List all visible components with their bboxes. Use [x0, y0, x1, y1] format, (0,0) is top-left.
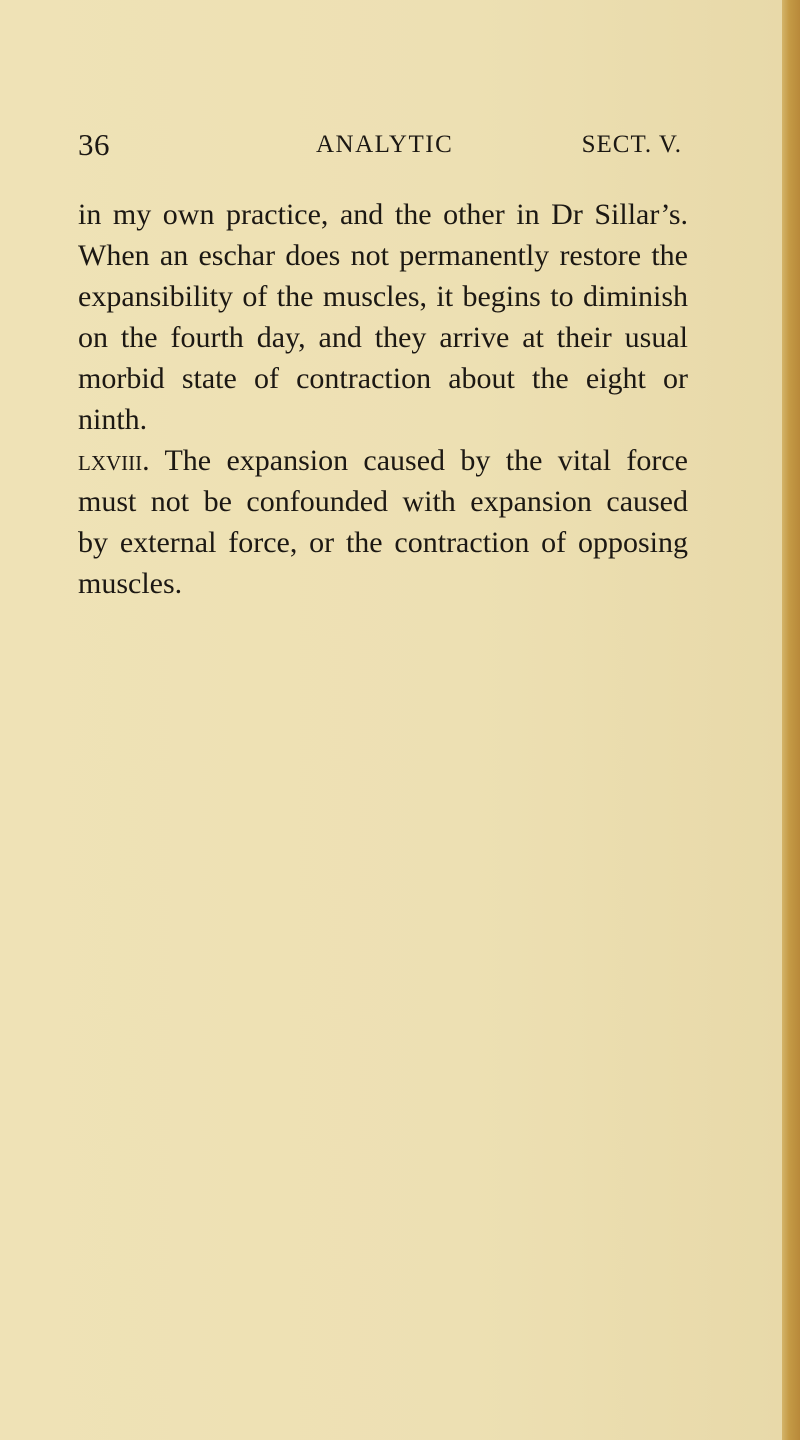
paragraph-first-line	[78, 440, 688, 481]
page-number: 36	[78, 127, 110, 162]
running-title: ANALYTIC	[316, 131, 454, 158]
text-line: ninth.	[78, 403, 148, 436]
body-text	[78, 194, 688, 604]
text-line: must not be confounded with expansion caused	[78, 485, 688, 518]
text-line: muscles.	[78, 567, 183, 600]
text-line: morbid state of contraction about the eight or	[78, 362, 688, 395]
page-edge	[782, 0, 800, 1440]
text-line: expansibility of the muscles, it begins to diminish	[78, 280, 688, 313]
section-label: SECT. V.	[581, 131, 682, 158]
paragraph-marker: lxviii.	[78, 444, 150, 477]
text-line: by external force, or the contraction of opposing	[78, 526, 688, 559]
running-head	[78, 127, 682, 167]
text-line: on the fourth day, and they arrive at their usual	[78, 321, 688, 354]
text-line: The expansion caused by the vital force	[164, 444, 688, 477]
text-line: When an eschar does not permanently restore the	[78, 239, 688, 272]
text-line: in my own practice, and the other in Dr Sillar’s.	[78, 198, 688, 231]
